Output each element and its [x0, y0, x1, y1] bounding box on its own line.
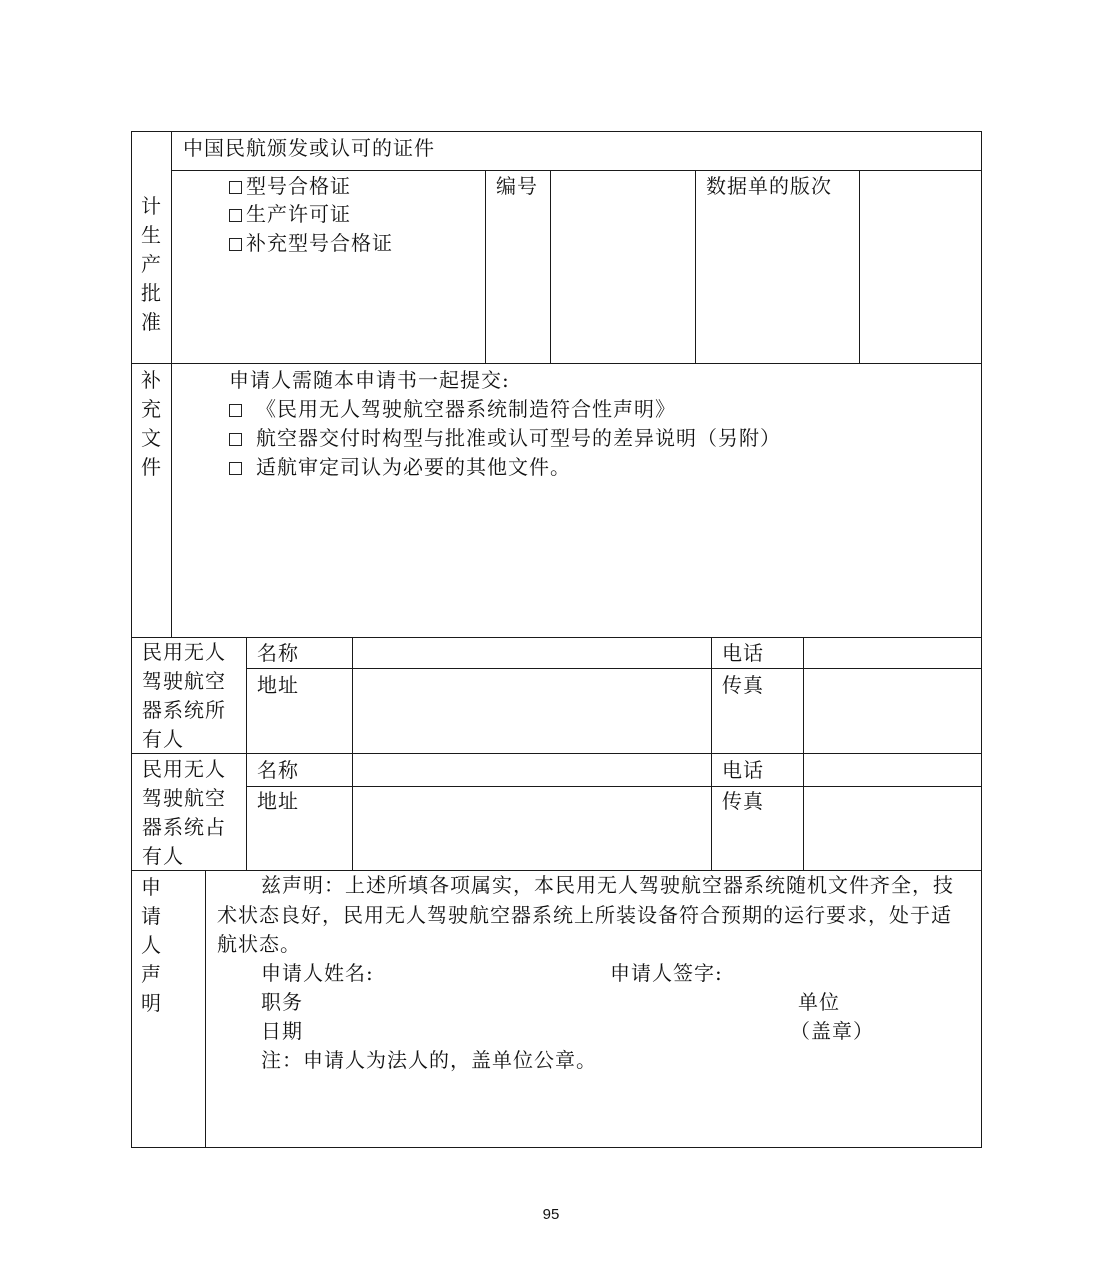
- operator-address-label: 地址: [257, 789, 299, 813]
- owner-name-label: 名称: [257, 641, 299, 665]
- declaration-side-label: 申请人声明: [141, 875, 161, 1015]
- divider: [550, 170, 551, 363]
- supplementary-side-label: 补充文件: [141, 368, 161, 479]
- operator-fax-label: 传真: [722, 789, 764, 813]
- checkbox-label: 《民用无人驾驶航空器系统制造符合性声明》: [256, 397, 676, 421]
- checkbox-item[interactable]: [229, 176, 351, 196]
- table-border-top: [131, 131, 982, 132]
- seal-label: （盖章）: [790, 1019, 874, 1043]
- divider: [246, 668, 982, 669]
- divider: [485, 170, 486, 363]
- checkbox-label: 型号合格证: [246, 174, 351, 198]
- checkbox-icon[interactable]: [229, 181, 242, 194]
- checkbox-icon[interactable]: [229, 238, 242, 251]
- certificate-header: 中国民航颁发或认可的证件: [183, 136, 435, 160]
- divider: [171, 131, 172, 637]
- owner-side-label: 民用无人驾驶航空器系统所有人: [142, 640, 226, 751]
- operator-phone-label: 电话: [722, 758, 764, 782]
- date-label: 日期: [261, 1019, 303, 1043]
- data-sheet-label: 数据单的版次: [706, 174, 832, 198]
- supplementary-intro: 申请人需随本申请书一起提交:: [229, 368, 510, 392]
- checkbox-label: 生产许可证: [246, 202, 351, 226]
- checkbox-icon[interactable]: [229, 462, 242, 475]
- divider: [859, 170, 860, 363]
- owner-phone-label: 电话: [722, 641, 764, 665]
- divider: [131, 753, 982, 754]
- checkbox-icon[interactable]: [229, 433, 242, 446]
- design-production-side-label: 计生产批准: [141, 194, 161, 334]
- checkbox-item[interactable]: [229, 428, 781, 448]
- divider: [131, 363, 982, 364]
- applicant-name-label: 申请人姓名:: [261, 961, 374, 985]
- declaration-note: 注：申请人为法人的，盖单位公章。: [261, 1048, 597, 1072]
- checkbox-item[interactable]: [229, 204, 351, 224]
- checkbox-label: 补充型号合格证: [246, 231, 393, 255]
- number-label: 编号: [496, 174, 538, 198]
- checkbox-icon[interactable]: [229, 404, 242, 417]
- owner-address-label: 地址: [257, 673, 299, 697]
- divider: [246, 786, 982, 787]
- position-label: 职务: [261, 990, 303, 1014]
- divider: [205, 870, 206, 1148]
- checkbox-item[interactable]: [229, 233, 393, 253]
- checkbox-item[interactable]: [229, 399, 676, 419]
- checkbox-icon[interactable]: [229, 209, 242, 222]
- checkbox-item[interactable]: [229, 457, 571, 477]
- checkbox-label: 适航审定司认为必要的其他文件。: [256, 455, 571, 479]
- owner-fax-label: 传真: [722, 673, 764, 697]
- operator-name-label: 名称: [257, 758, 299, 782]
- unit-label: 单位: [798, 990, 840, 1014]
- checkbox-label: 航空器交付时构型与批准或认可型号的差异说明（另附）: [256, 426, 781, 450]
- divider: [695, 170, 696, 363]
- declaration-statement: 兹声明：上述所填各项属实，本民用无人驾驶航空器系统随机文件齐全，技术状态良好，民用无人驾驶航空器系统上所装设备符合预期的运行要求，处于适航状态。: [217, 873, 954, 956]
- divider: [131, 637, 982, 638]
- operator-side-label: 民用无人驾驶航空器系统占有人: [142, 757, 226, 868]
- table-border-bottom: [131, 1147, 982, 1148]
- table-border-right: [981, 131, 982, 1148]
- applicant-signature-label: 申请人签字:: [610, 961, 723, 985]
- divider: [171, 170, 982, 171]
- page-number: 95: [542, 1206, 560, 1223]
- table-border-left: [131, 131, 132, 1148]
